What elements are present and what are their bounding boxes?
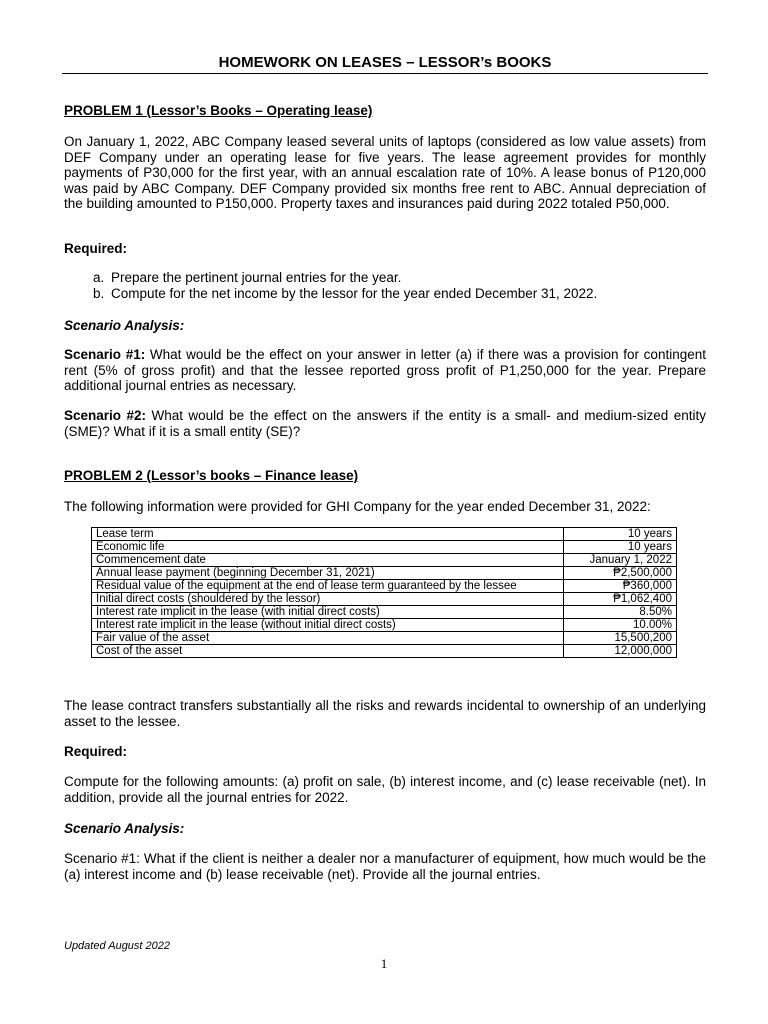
table-row-value: 15,500,200 [564, 632, 677, 645]
problem1-required-item-a: a. Prepare the pertinent journal entries for the year. [108, 270, 706, 286]
table-row-label: Economic life [92, 541, 564, 554]
table-row [92, 632, 677, 645]
table-row-value: 8.50% [564, 606, 677, 619]
problem1-heading: PROBLEM 1 (Lessor’s Books – Operating lease) [64, 103, 373, 118]
table-row [92, 567, 677, 580]
problem1-intro: On January 1, 2022, ABC Company leased several units of laptops (considered as low value assets) from DEF Company under an operating lease for five years. The lease agreement provides for monthly payments of P30,000 for the first year, with an annual escalation rate of 10%. A lease bonus of P120,000 was paid by ABC Company. DEF Company provided six months free rent to ABC. Annual depreciation of the building amounted to P150,000. Property taxes and insurances paid during 2022 totaled P50,000. [64, 134, 706, 211]
footer-updated-date: Updated August 2022 [64, 940, 171, 952]
table-row [92, 606, 677, 619]
table-row-value: ₱360,000 [564, 580, 677, 593]
lease-data-table [91, 527, 677, 658]
problem1-scenario2-text: What would be the effect on the answers if the entity is a small- and medium-sized entity (SME)? What if it is a small entity (SE)? [64, 408, 706, 439]
table-row-label: Interest rate implicit in the lease (without initial direct costs) [92, 619, 564, 632]
table-row [92, 580, 677, 593]
table-row [92, 593, 677, 606]
problem1-scenario1-text: What would be the effect on your answer in letter (a) if there was a provision for contingent rent (5% of gross profit) and that the lessee reported gross profit of P1,250,000 for the year. Prepare additional journal entries as necessary. [64, 347, 706, 393]
table-row-value: 10 years [564, 541, 677, 554]
table-row-label: Cost of the asset [92, 645, 564, 658]
table-row-label: Initial direct costs (shouldered by the lessor) [92, 593, 564, 606]
problem1-scenario-label: Scenario Analysis: [64, 318, 185, 333]
table-row-label: Residual value of the equipment at the end of lease term guaranteed by the lessee [92, 580, 564, 593]
problem1-scenario2 [64, 408, 706, 439]
table-row-value: ₱1,062,400 [564, 593, 677, 606]
page-number: 1 [380, 956, 388, 971]
table-row [92, 645, 677, 658]
problem2-intro: The following information were provided for GHI Company for the year ended December 31, 2022: [64, 499, 651, 514]
table-row-value: January 1, 2022 [564, 554, 677, 567]
table-row-value: ₱2,500,000 [564, 567, 677, 580]
table-row-value: 12,000,000 [564, 645, 677, 658]
problem1-required-item-b: b. Compute for the net income by the lessor for the year ended December 31, 2022. [108, 286, 706, 302]
table-row [92, 554, 677, 567]
problem2-required-label: Required: [64, 744, 128, 759]
table-row-value: 10 years [564, 528, 677, 541]
problem2-scenario-label: Scenario Analysis: [64, 821, 185, 836]
document-title: HOMEWORK ON LEASES – LESSOR’s BOOKS [218, 54, 552, 71]
table-row-value: 10.00% [564, 619, 677, 632]
problem1-required-list [64, 270, 706, 301]
problem1-scenario1-label: Scenario #1: [64, 347, 146, 362]
problem2-transfer-text: The lease contract transfers substantially all the risks and rewards incidental to ownership of an underlying asset to the lessee. [64, 698, 706, 729]
table-row [92, 619, 677, 632]
table-row-label: Lease term [92, 528, 564, 541]
title-underline-rule [62, 73, 708, 74]
problem2-heading: PROBLEM 2 (Lessor’s books – Finance lease) [64, 468, 359, 483]
table-row-label: Annual lease payment (beginning December 31, 2021) [92, 567, 564, 580]
problem2-scenario1: Scenario #1: What if the client is neither a dealer nor a manufacturer of equipment, how much would be the (a) interest income and (b) lease receivable (net). Provide all the journal entries. [64, 851, 706, 882]
problem1-scenario1 [64, 347, 706, 394]
table-row [92, 528, 677, 541]
table-row-label: Commencement date [92, 554, 564, 567]
table-row-label: Interest rate implicit in the lease (with initial direct costs) [92, 606, 564, 619]
problem1-required-label: Required: [64, 241, 128, 256]
problem2-required-text: Compute for the following amounts: (a) profit on sale, (b) interest income, and (c) lease receivable (net). In addition, provide all the journal entries for 2022. [64, 774, 706, 805]
table-row [92, 541, 677, 554]
problem1-scenario2-label: Scenario #2: [64, 408, 146, 423]
table-row-label: Fair value of the asset [92, 632, 564, 645]
